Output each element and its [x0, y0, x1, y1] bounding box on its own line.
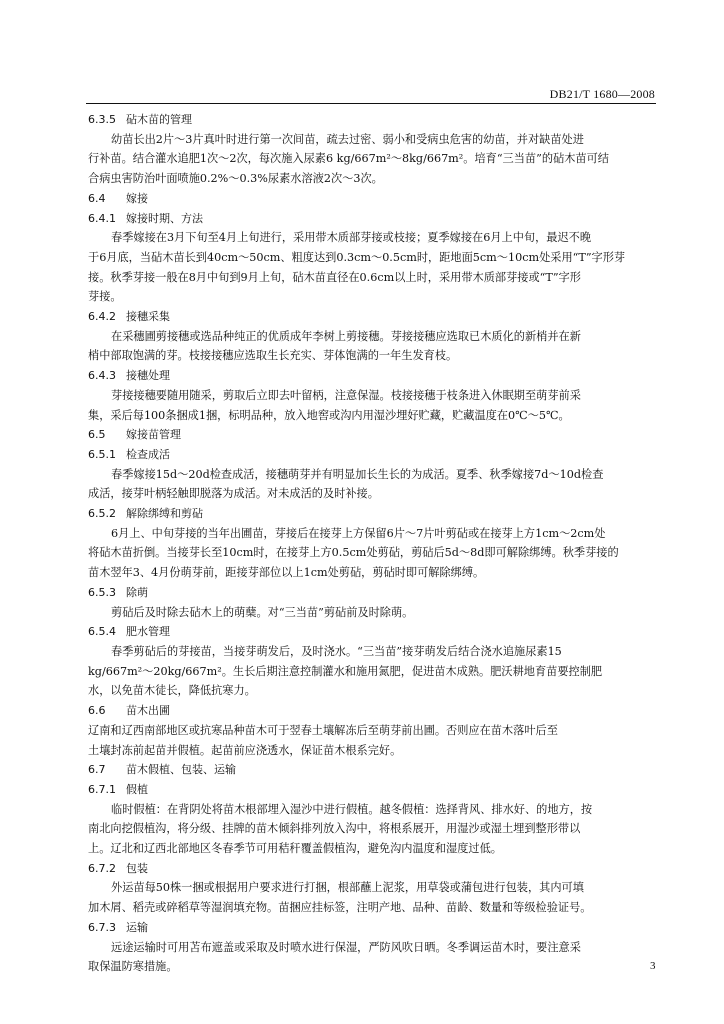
paragraph-line: 取保温防寒措施。 [88, 960, 178, 974]
paragraph-line: 春季剪砧后的芽接苗，当接芽萌发后，及时浇水。“三当苗”接芽萌发后结合浇水追施尿素15 [111, 644, 562, 658]
paragraph-line: 6月上、中旬芽接的当年出圃苗，芽接后在接芽上方保留6片～7片叶剪砧或在接芽上方1cm～2cm处 [111, 526, 606, 540]
document-code: DB21/T 1680—2008 [549, 87, 655, 101]
header-divider [86, 103, 656, 104]
section-title: 接穗采集 [126, 310, 170, 324]
section-heading [88, 504, 656, 524]
section-number: 6.7 [88, 763, 106, 777]
section-number: 6.7.2 [88, 861, 116, 875]
section-number: 6.5.2 [88, 507, 116, 521]
paragraph-line: 临时假植：在背阴处将苗木根部埋入湿沙中进行假植。越冬假植：选择背风、排水好、的地方，按 [111, 802, 593, 816]
paragraph-line: 幼苗长出2片～3片真叶时进行第一次间苗，疏去过密、弱小和受病虫危害的幼苗，并对缺苗处进 [111, 132, 584, 146]
section-number: 6.5.3 [88, 585, 116, 599]
paragraph-line: 春季嫁接在3月下旬至4月上旬进行，采用带木质部芽接或枝接；夏季嫁接在6月上中旬，最迟不晚 [111, 231, 592, 245]
section-heading [88, 366, 656, 386]
paragraph-line: 土壤封冻前起苗并假植。起苗前应浇透水，保证苗木根系完好。 [88, 743, 402, 757]
section-title: 苗木假植、包装、运输 [126, 763, 236, 777]
paragraph-line: 芽接。 [88, 290, 122, 304]
section-title: 肥水管理 [126, 625, 170, 639]
paragraph-line: 加木屑、稻壳或碎稻草等湿润填充物。苗捆应挂标签，注明产地、品种、苗龄、数量和等级检验证号。 [88, 901, 592, 915]
paragraph-line: 芽接接穗要随用随采，剪取后立即去叶留柄，注意保湿。枝接接穗于枝条进入休眠期至萌芽前采 [111, 388, 581, 402]
section-number: 6.7.1 [88, 782, 116, 796]
section-title: 苗木出圃 [126, 704, 170, 718]
document-body [88, 110, 656, 977]
section-heading [88, 701, 656, 721]
section-title: 接穗处理 [126, 369, 170, 383]
section-title: 除萌 [126, 585, 148, 599]
paragraph-line: 南北向挖假植沟，将分级、挂牌的苗木倾斜排列放入沟中，将根系展开，用湿沙或湿土埋到整形带以 [88, 822, 581, 836]
page-number: 3 [650, 960, 656, 972]
section-number: 6.6 [88, 704, 106, 718]
paragraph-line: 行补苗。结合灌水追肥1次～2次，每次施入尿素6 kg/667m²～8kg/667m²。培育“三当苗”的砧木苗可结 [88, 152, 609, 166]
section-number: 6.4.3 [88, 369, 116, 383]
paragraph-line: 将砧木苗折倒。当接芽长至10cm时，在接芽上方0.5cm处剪砧，剪砧后5d～8d即可解除绑缚。秋季芽接的 [88, 546, 619, 560]
paragraph-line: 辽南和辽西南部地区或抗寒品种苗木可于翌春土壤解冻后至萌芽前出圃。否则应在苗木落叶后至 [88, 723, 558, 737]
section-number: 6.5.4 [88, 625, 116, 639]
paragraph-line: 梢中部取饱满的芽。枝接接穗应选取生长充实、芽体饱满的一年生发育枝。 [88, 349, 458, 363]
paragraph-line: 集，采后每100条捆成1捆，标明品种，放入地窖或沟内用湿沙埋好贮藏，贮藏温度在0℃～5℃。 [88, 408, 570, 422]
paragraph-line: 春季嫁接15d～20d检查成活，接穗萌芽并有明显加长生长的为成活。夏季、秋季嫁接7d～10d检查 [111, 467, 604, 481]
section-title: 嫁接苗管理 [126, 428, 181, 442]
paragraph-line: 于6月底，当砧木苗长到40cm～50cm、粗度达到0.3cm～0.5cm时，距地面5cm～10cm处采用“T”字形芽 [88, 250, 626, 264]
section-heading [88, 583, 656, 603]
section-title: 砧木苗的管理 [126, 113, 192, 126]
section-heading [88, 445, 656, 465]
section-number: 6.7.3 [88, 920, 116, 934]
section-title: 嫁接时期、方法 [126, 211, 203, 225]
paragraph-line: kg/667m²～20kg/667m²。生长后期注意控制灌水和施用氮肥，促进苗木成熟。肥沃耕地育苗要控制肥 [88, 664, 603, 678]
paragraph-line: 苗木翌年3、4月份萌芽前，距接芽部位以上1cm处剪砧，剪砧时即可解除绑缚。 [88, 566, 485, 580]
paragraph-line: 外运苗每50株一捆或根据用户要求进行打捆，根部蘸上泥浆，用草袋或蒲包进行包装，其内可填 [111, 881, 584, 895]
section-title: 运输 [126, 920, 148, 934]
paragraph-line: 剪砧后及时除去砧木上的萌蘖。对“三当苗”剪砧前及时除萌。 [111, 605, 414, 619]
paragraph-line: 合病虫害防治叶面喷施0.2%～0.3%尿素水溶液2次～3次。 [88, 172, 383, 186]
section-number: 6.5.1 [88, 447, 116, 461]
section-number: 6.3.5 [88, 113, 116, 126]
section-title: 解除绑缚和剪砧 [126, 507, 203, 521]
paragraph-line: 远途运输时可用苫布遮盖或采取及时喷水进行保湿，严防风吹日晒。冬季调运苗木时，要注意采 [111, 940, 581, 954]
paragraph-line: 成活，接芽叶柄轻触即脱落为成活。对未成活的及时补接。 [88, 487, 379, 501]
section-heading [88, 307, 656, 327]
section-heading [88, 110, 656, 130]
section-title: 包装 [126, 861, 148, 875]
section-number: 6.4.2 [88, 310, 116, 324]
section-title: 嫁接 [126, 191, 148, 205]
section-heading [88, 209, 656, 229]
section-number: 6.4.1 [88, 211, 116, 225]
section-title: 检查成活 [126, 447, 170, 461]
paragraph-line: 接。秋季芽接一般在8月中旬到9月上旬，砧木苗直径在0.6cm以上时，采用带木质部芽接或“T”字形 [88, 270, 581, 284]
section-heading [88, 780, 656, 800]
section-number: 6.5 [88, 428, 106, 442]
section-heading [88, 918, 656, 938]
paragraph-line: 水，以免苗木徒长，降低抗寒力。 [88, 684, 256, 698]
section-heading [88, 189, 656, 209]
section-heading [88, 622, 656, 642]
paragraph-line: 在采穗圃剪接穗或选品种纯正的优质成年李树上剪接穗。芽接接穗应选取已木质化的新梢并在新 [111, 329, 581, 343]
paragraph-line: 上。辽北和辽西北部地区冬春季节可用秸秆覆盖假植沟，避免沟内温度和湿度过低。 [88, 842, 502, 856]
section-heading [88, 425, 656, 445]
section-heading [88, 760, 656, 780]
section-heading [88, 859, 656, 879]
section-number: 6.4 [88, 191, 106, 205]
section-title: 假植 [126, 782, 148, 796]
